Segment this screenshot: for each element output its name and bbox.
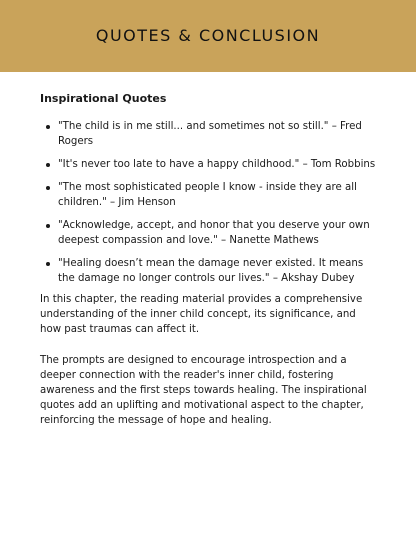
quote-item: "Healing doesn’t mean the damage never existed. It means the damage no longer controls our lives." – Akshay Dubey: [40, 256, 380, 286]
body-paragraph: In this chapter, the reading material provides a comprehensive understanding of the inner child concept, its significance, and how past traumas can affect it.: [40, 294, 363, 335]
quote-item: "The child is in me still... and sometimes not so still." – Fred Rogers: [40, 119, 380, 149]
quote-item: "Acknowledge, accept, and honor that you deserve your own deepest compassion and love." – Nanette Mathews: [40, 218, 380, 248]
quote-item: "The most sophisticated people I know - inside they are all children." – Jim Henson: [40, 180, 380, 210]
section-heading: Inspirational Quotes: [40, 92, 167, 105]
page-title: QUOTES & CONCLUSION: [95, 25, 321, 45]
page-content: [40, 91, 380, 444]
quote-item: "It's never too late to have a happy childhood." – Tom Robbins: [40, 157, 380, 172]
body-paragraph: The prompts are designed to encourage introspection and a deeper connection with the reader's inner child, fostering awareness and the first steps towards healing. The inspirational quotes add an uplifting and motivational aspect to the chapter, reinforcing the message of hope and healing.: [40, 355, 367, 426]
page-header: [0, 0, 416, 72]
quote-list: [40, 119, 380, 286]
